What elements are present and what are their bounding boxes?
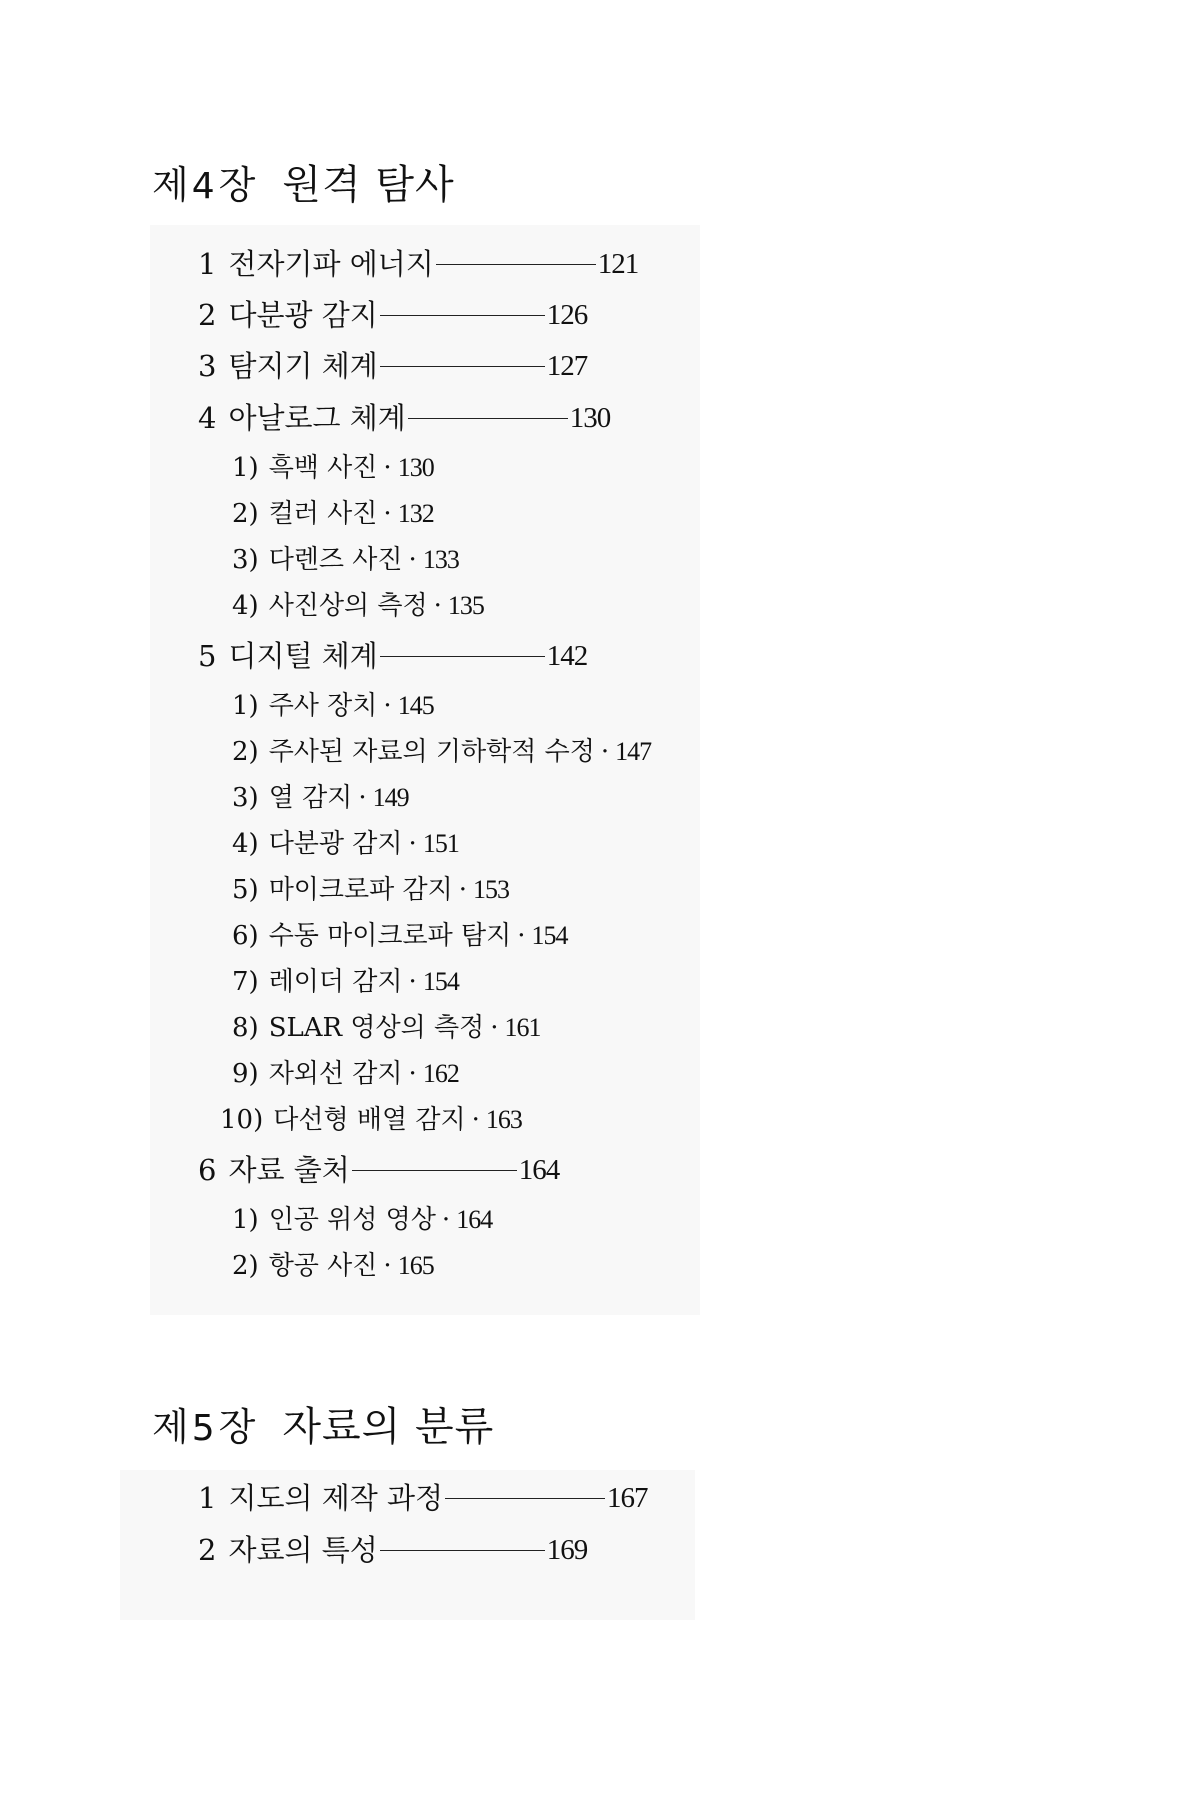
- section-page-number: 164: [518, 1154, 560, 1186]
- toc-section-4-3: [198, 346, 587, 386]
- subsection-number: 3): [232, 545, 259, 575]
- middle-dot: ·: [408, 1059, 417, 1089]
- toc-subsection: [232, 1056, 459, 1092]
- subsection-title: 다분광 감지: [268, 829, 403, 859]
- subsection-page-number: 163: [485, 1105, 522, 1134]
- middle-dot: ·: [383, 691, 392, 721]
- subsection-title: 다렌즈 사진: [268, 545, 403, 575]
- middle-dot: ·: [517, 921, 526, 951]
- chapter-title: 원격 탐사: [282, 162, 455, 208]
- subsection-number: 4): [232, 829, 259, 859]
- section-title: 아날로그 체계: [228, 401, 406, 435]
- subsection-title: SLAR 영상의 측정: [268, 1013, 485, 1043]
- dot-leader: [380, 1550, 545, 1551]
- dot-leader: [380, 366, 545, 367]
- subsection-page-number: 147: [615, 737, 652, 766]
- toc-subsection: [232, 450, 434, 486]
- subsection-title: 항공 사진: [268, 1251, 378, 1281]
- subsection-number: 5): [232, 875, 259, 905]
- toc-subsection: [232, 734, 651, 770]
- subsection-page-number: 164: [456, 1205, 493, 1234]
- subsection-title: 주사된 자료의 기하학적 수정: [268, 737, 595, 767]
- subsection-page-number: 130: [397, 453, 434, 482]
- chapter-number: 4: [191, 166, 216, 207]
- subsection-title: 자외선 감지: [268, 1059, 403, 1089]
- toc-subsection: [232, 588, 484, 624]
- middle-dot: ·: [471, 1105, 480, 1135]
- subsection-page-number: 154: [422, 967, 459, 996]
- subsection-page-number: 161: [504, 1013, 541, 1042]
- toc-subsection: [232, 496, 434, 532]
- subsection-number: 6): [232, 921, 259, 951]
- toc-section-4-1: [198, 244, 638, 284]
- subsection-number: 4): [232, 591, 259, 621]
- chapter-5-heading: [152, 1402, 494, 1454]
- toc-subsection: [232, 1248, 434, 1284]
- subsection-number: 2): [232, 499, 259, 529]
- section-number: 4: [198, 401, 217, 435]
- subsection-page-number: 133: [422, 545, 459, 574]
- chapter-suffix: 장: [218, 163, 257, 207]
- toc-subsection: [232, 826, 459, 862]
- section-page-number: 126: [546, 299, 588, 331]
- section-title: 디지털 체계: [228, 639, 378, 673]
- subsection-title: 다선형 배열 감지: [273, 1105, 466, 1135]
- subsection-number: 1): [232, 1205, 259, 1235]
- section-title: 다분광 감지: [228, 298, 378, 332]
- subsection-page-number: 153: [473, 875, 510, 904]
- section-number: 1: [198, 1481, 217, 1515]
- subsection-page-number: 151: [422, 829, 459, 858]
- toc-section-4-6: [198, 1150, 559, 1190]
- middle-dot: ·: [408, 967, 417, 997]
- subsection-number: 8): [232, 1013, 259, 1043]
- middle-dot: ·: [441, 1205, 451, 1235]
- subsection-number: 7): [232, 967, 259, 997]
- subsection-page-number: 135: [447, 591, 484, 620]
- section-page-number: 121: [597, 248, 639, 280]
- chapter-prefix: 제: [152, 1405, 190, 1449]
- subsection-page-number: 162: [422, 1059, 459, 1088]
- subsection-title: 인공 위성 영상: [268, 1205, 436, 1235]
- subsection-number: 9): [232, 1059, 259, 1089]
- subsection-page-number: 165: [397, 1251, 434, 1280]
- dot-leader: [408, 418, 568, 419]
- chapter-number: 5: [191, 1408, 216, 1449]
- subsection-number: 1): [232, 453, 259, 483]
- subsection-page-number: 132: [397, 499, 434, 528]
- subsection-number: 3): [232, 783, 259, 813]
- middle-dot: ·: [408, 545, 417, 575]
- subsection-page-number: 154: [531, 921, 568, 950]
- middle-dot: ·: [383, 499, 392, 529]
- section-title: 탐지기 체계: [228, 349, 378, 383]
- toc-subsection: [232, 542, 459, 578]
- subsection-title: 열 감지: [268, 783, 353, 813]
- toc-subsection: [232, 1010, 541, 1046]
- section-number: 2: [198, 298, 217, 332]
- toc-section-4-2: [198, 295, 587, 335]
- section-number: 5: [198, 639, 217, 673]
- subsection-title: 컬러 사진: [268, 499, 378, 529]
- section-title: 자료 출처: [228, 1153, 350, 1187]
- dot-leader: [445, 1498, 605, 1499]
- section-number: 1: [198, 247, 217, 281]
- section-title: 지도의 제작 과정: [228, 1481, 443, 1515]
- section-page-number: 127: [546, 350, 588, 382]
- section-number: 6: [198, 1153, 217, 1187]
- toc-subsection: [232, 964, 459, 1000]
- section-number: 3: [198, 349, 217, 383]
- toc-section-5-1: [198, 1478, 648, 1518]
- section-page-number: 142: [546, 640, 588, 672]
- toc-subsection: [232, 780, 409, 816]
- subsection-number: 1): [232, 691, 259, 721]
- subsection-page-number: 149: [372, 783, 409, 812]
- toc-subsection: [232, 1202, 492, 1238]
- subsection-number: 2): [232, 1251, 259, 1281]
- section-title: 자료의 특성: [228, 1533, 378, 1567]
- subsection-title: 사진상의 측정: [268, 591, 428, 621]
- chapter-4-heading: [152, 160, 455, 212]
- middle-dot: ·: [490, 1013, 499, 1043]
- subsection-title: 흑백 사진: [268, 453, 378, 483]
- section-number: 2: [198, 1533, 217, 1567]
- middle-dot: ·: [433, 591, 442, 621]
- chapter-prefix: 제: [152, 163, 190, 207]
- subsection-page-number: 145: [397, 691, 434, 720]
- middle-dot: ·: [383, 453, 392, 483]
- toc-subsection: [232, 872, 509, 908]
- dot-leader: [380, 656, 545, 657]
- toc-section-4-4: [198, 398, 610, 438]
- dot-leader: [380, 315, 545, 316]
- subsection-title: 수동 마이크로파 탐지: [268, 921, 512, 951]
- middle-dot: ·: [408, 829, 417, 859]
- section-title: 전자기파 에너지: [228, 247, 434, 281]
- dot-leader: [352, 1170, 517, 1171]
- toc-section-5-2: [198, 1530, 587, 1570]
- chapter-title: 자료의 분류: [282, 1404, 495, 1450]
- toc-subsection: [232, 688, 434, 724]
- dot-leader: [436, 264, 596, 265]
- section-page-number: 167: [607, 1482, 648, 1514]
- subsection-title: 주사 장치: [268, 691, 378, 721]
- subsection-title: 마이크로파 감지: [268, 875, 453, 905]
- subsection-number: 10): [220, 1105, 264, 1135]
- section-page-number: 169: [546, 1534, 588, 1566]
- toc-subsection: [232, 918, 568, 954]
- middle-dot: ·: [458, 875, 468, 905]
- middle-dot: ·: [383, 1251, 392, 1281]
- toc-section-4-5: [198, 636, 587, 676]
- middle-dot: ·: [358, 783, 367, 813]
- subsection-number: 2): [232, 737, 259, 767]
- section-page-number: 130: [569, 402, 611, 434]
- subsection-title: 레이더 감지: [268, 967, 403, 997]
- middle-dot: ·: [600, 737, 610, 767]
- toc-subsection: [220, 1102, 522, 1138]
- chapter-suffix: 장: [218, 1405, 257, 1449]
